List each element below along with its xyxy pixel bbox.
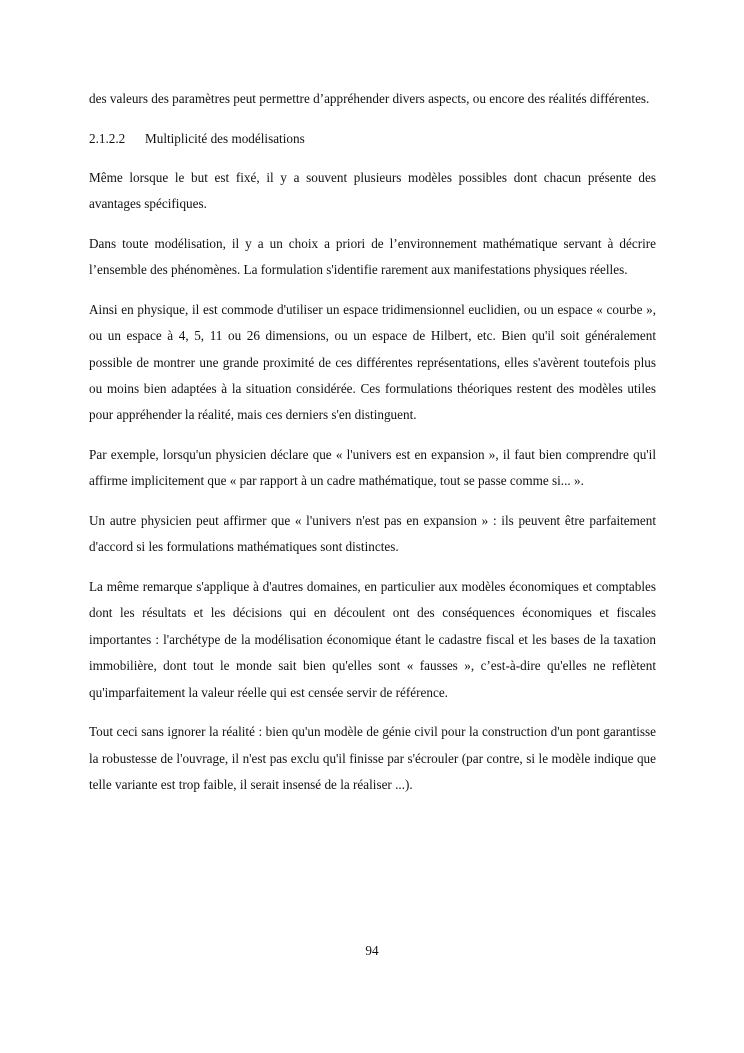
paragraph: des valeurs des paramètres peut permettre d’appréhender divers aspects, ou encore des réalités différentes.: [89, 91, 650, 106]
section-heading: [89, 126, 656, 152]
paragraph: Ainsi en physique, il est commode d'utiliser un espace tridimensionnel euclidien, ou un espace « courbe », ou un espace à 4, 5, 11 ou 26 dimensions, ou un espace de Hilbert, etc. Bien qu'il soit généralement possible de montrer une grande proximité de ces différentes représentations, elles s'avèrent toutefois plus ou moins bien adaptées à la situation considérée. Ces formulations théoriques restent des modèles utiles pour appréhender la réalité, mais ces derniers s'en distinguent.: [89, 301, 656, 423]
section-title: Multiplicité des modélisations: [145, 131, 305, 147]
paragraph: Un autre physicien peut affirmer que « l'univers n'est pas en expansion » : ils peuvent être parfaitement d'accord si les formulations mathématiques sont distinctes.: [89, 513, 656, 555]
paragraph: La même remarque s'applique à d'autres domaines, en particulier aux modèles économiques et comptables dont les résultats et les décisions qui en découlent ont des conséquences économiques et fiscales importantes : l'archétype de la modélisation économique étant le cadastre fiscal et les bases de la taxation immobilière, dont tout le monde sait bien qu'elles sont « fausses », c’est-à-dire qu'elles ne reflètent qu'imparfaitement la valeur réelle qui est censée servir de référence.: [89, 579, 656, 700]
paragraph: Dans toute modélisation, il y a un choix a priori de l’environnement mathématique servant à décrire l’ensemble des phénomènes. La formulation s'identifie rarement aux manifestations physiques réelles.: [89, 235, 656, 278]
paragraph: Par exemple, lorsqu'un physicien déclare que « l'univers est en expansion », il faut bien comprendre qu'il affirme implicitement que « par rapport à un cadre mathématique, tout se passe comme si... ».: [89, 447, 656, 489]
document-body: [89, 86, 656, 812]
section-number: 2.1.2.2: [89, 131, 126, 147]
paragraph: Même lorsque le but est fixé, il y a souvent plusieurs modèles possibles dont chacun présente des avantages spécifiques.: [89, 169, 656, 212]
page-number: 94: [365, 943, 379, 958]
paragraph: Tout ceci sans ignorer la réalité : bien qu'un modèle de génie civil pour la construction d'un pont garantisse la robustesse de l'ouvrage, il n'est pas exclu qu'il finisse par s'écrouler (par contre, si le modèle indique que telle variante est trop faible, il serait insensé de la réaliser ...).: [89, 724, 656, 793]
